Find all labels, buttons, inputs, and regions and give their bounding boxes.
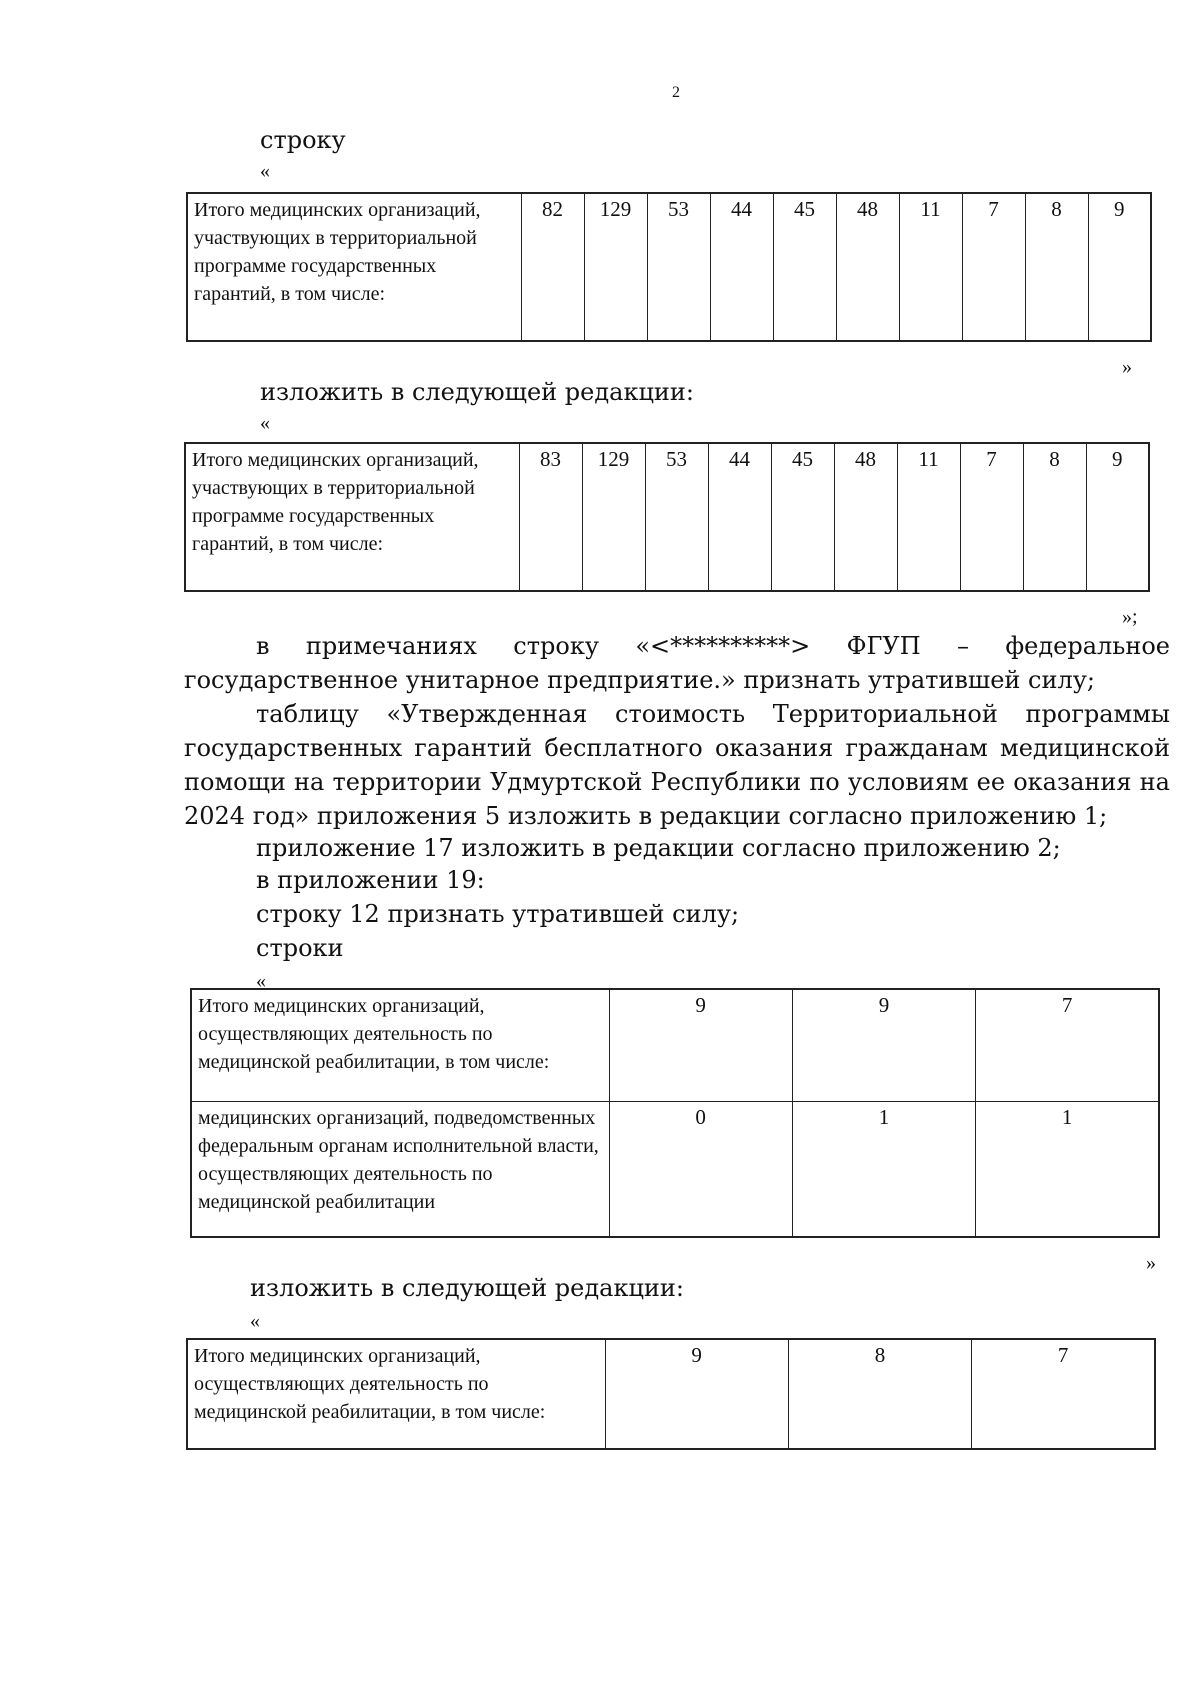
cell-value: 8 [1025,193,1088,341]
table-row [185,443,1149,591]
cell-value: 44 [708,443,771,591]
cell-value: 7 [972,1339,1155,1449]
cell-value: 9 [605,1339,788,1449]
open-quote-1: « [260,160,270,182]
cell-value: 129 [584,193,647,341]
close-quote-2: »; [1122,606,1138,628]
row-label: Итого медицинских организаций, осуществляющих деятельность по медицинской реабилитации, в том числе: [187,1339,605,1449]
open-quote-2: « [260,412,270,434]
table-new-row [184,442,1150,592]
table-row [187,193,1151,341]
cell-value: 11 [899,193,962,341]
cell-value: 9 [609,989,792,1101]
close-quote-1: » [1122,356,1132,378]
page-number: 2 [672,84,680,101]
cell-value: 53 [645,443,708,591]
paragraph-1-line-2: государственное унитарное предприятие.» признать утратившей силу; [184,666,1095,694]
paragraph-1-line-1: в примечаниях строку «<**********> ФГУП – федеральное [256,632,1170,660]
cell-value: 7 [960,443,1023,591]
cell-value: 48 [834,443,897,591]
table-old-row [186,192,1152,342]
cell-value: 53 [647,193,710,341]
cell-value: 8 [788,1339,971,1449]
cell-value: 0 [609,1101,792,1237]
table-row [191,989,1159,1101]
paragraph-2-line-4: 2024 год» приложения 5 изложить в редакции согласно приложению 1; [184,802,1108,830]
cell-value: 1 [976,1101,1159,1237]
row-label: Итого медицинских организаций, участвующих в территориальной программе государственных гарантий, в том числе: [185,443,519,591]
cell-value: 82 [521,193,584,341]
replace-heading: изложить в следующей редакции: [260,378,694,406]
paragraph-5: строку 12 признать утратившей силу; [256,900,740,928]
paragraph-2-line-2: государственных гарантий бесплатного оказания гражданам медицинской [184,734,1170,762]
table-row [191,1101,1159,1237]
table-row [187,1339,1155,1449]
paragraph-4: в приложении 19: [256,866,485,894]
table-old-rows [190,988,1160,1238]
cell-value: 9 [792,989,975,1101]
replace-heading-2: изложить в следующей редакции: [250,1274,684,1302]
open-quote-3: « [256,970,266,992]
cell-value: 1 [792,1101,975,1237]
paragraph-3: приложение 17 изложить в редакции согласно приложению 2; [256,834,1061,862]
table-new-rows [186,1338,1156,1450]
cell-value: 7 [962,193,1025,341]
cell-value: 8 [1023,443,1086,591]
cell-value: 48 [836,193,899,341]
cell-value: 44 [710,193,773,341]
cell-value: 7 [976,989,1159,1101]
paragraph-6: строки [256,934,344,962]
paragraph-2-line-3: помощи на территории Удмуртской Республики по условиям ее оказания на [184,768,1170,796]
cell-value: 129 [582,443,645,591]
intro-text: строку [260,126,346,154]
cell-value: 83 [519,443,582,591]
close-quote-3: » [1146,1252,1156,1274]
row-label: медицинских организаций, подведомственных федеральным органам исполнительной власти, осуществляющих деятельность по медицинской реабилитации [191,1101,609,1237]
cell-value: 45 [771,443,834,591]
cell-value: 9 [1086,443,1149,591]
row-label: Итого медицинских организаций, осуществляющих деятельность по медицинской реабилитации, в том числе: [191,989,609,1101]
cell-value: 11 [897,443,960,591]
row-label: Итого медицинских организаций, участвующих в территориальной программе государственных гарантий, в том числе: [187,193,521,341]
cell-value: 45 [773,193,836,341]
open-quote-4: « [250,1310,260,1332]
cell-value: 9 [1088,193,1151,341]
paragraph-2-line-1: таблицу «Утвержденная стоимость Территориальной программы [256,700,1170,728]
